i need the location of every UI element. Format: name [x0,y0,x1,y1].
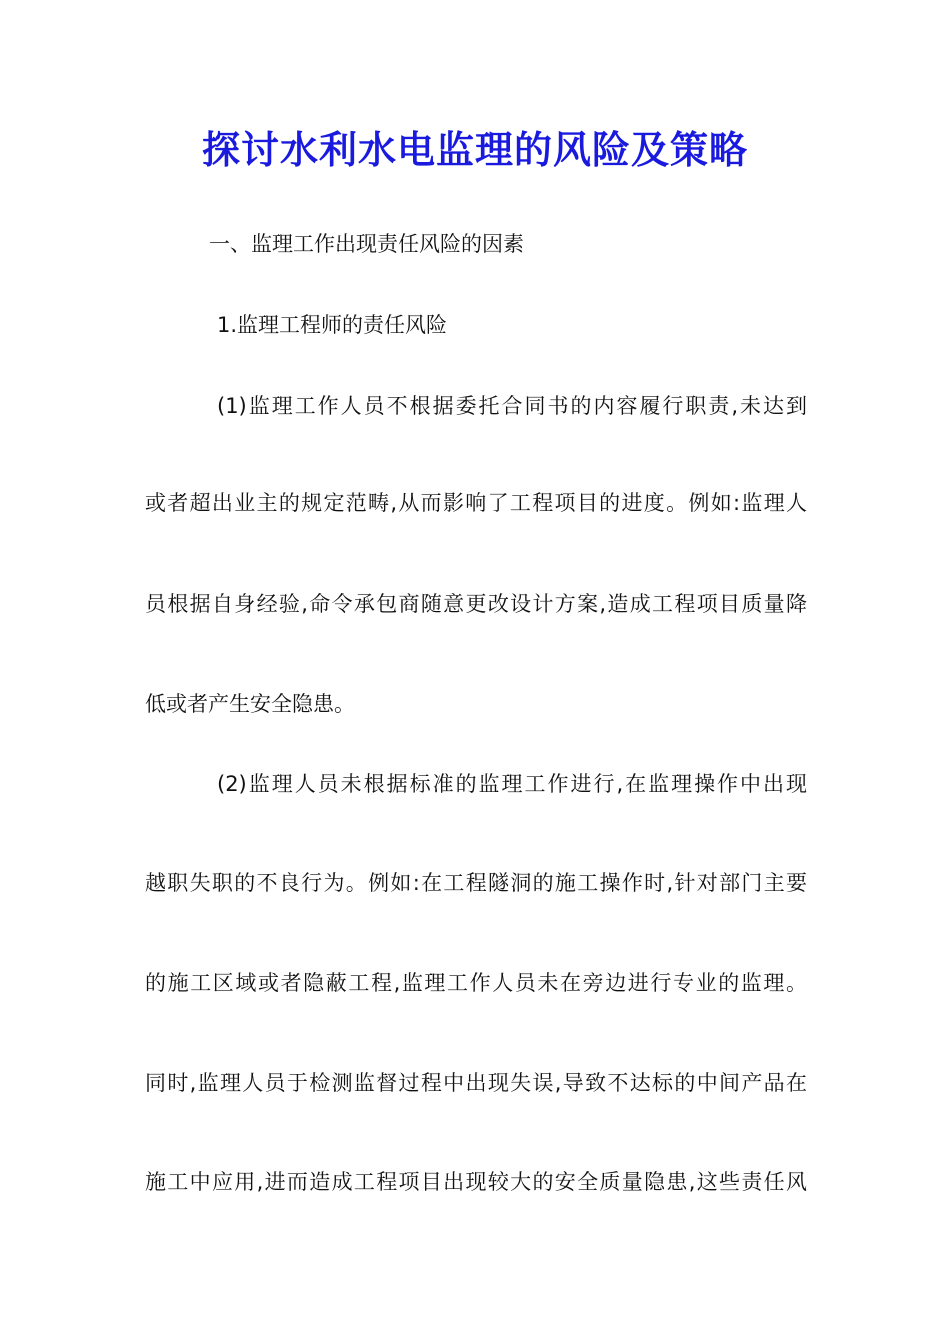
paragraph-2-line-2: 越职失职的不良行为。例如:在工程隧洞的施工操作时,针对部门主要 [145,871,807,895]
paragraph-2-line-1: (2)监理人员未根据标准的监理工作进行,在监理操作中出现 [217,772,807,796]
paragraph-2-line-3: 的施工区域或者隐蔽工程,监理工作人员未在旁边进行专业的监理。 [145,971,807,995]
paragraph-2-line-5: 施工中应用,进而造成工程项目出现较大的安全质量隐患,这些责任风 [145,1170,807,1194]
page-title: 探讨水利水电监理的风险及策略 [201,127,748,172]
paragraph-2-line-4: 同时,监理人员于检测监督过程中出现失误,导致不达标的中间产品在 [145,1071,807,1095]
paragraph-1-line-2: 或者超出业主的规定范畴,从而影响了工程项目的进度。例如:监理人 [145,491,807,515]
paragraph-1-line-3: 员根据自身经验,命令承包商随意更改设计方案,造成工程项目质量降 [145,592,807,616]
subsection-heading: 1.监理工程师的责任风险 [217,313,448,337]
paragraph-1-line-1: (1)监理工作人员不根据委托合同书的内容履行职责,未达到 [217,394,807,418]
paragraph-1-line-4: 低或者产生安全隐患。 [145,692,355,716]
section-heading: 一、监理工作出现责任风险的因素 [209,232,524,256]
